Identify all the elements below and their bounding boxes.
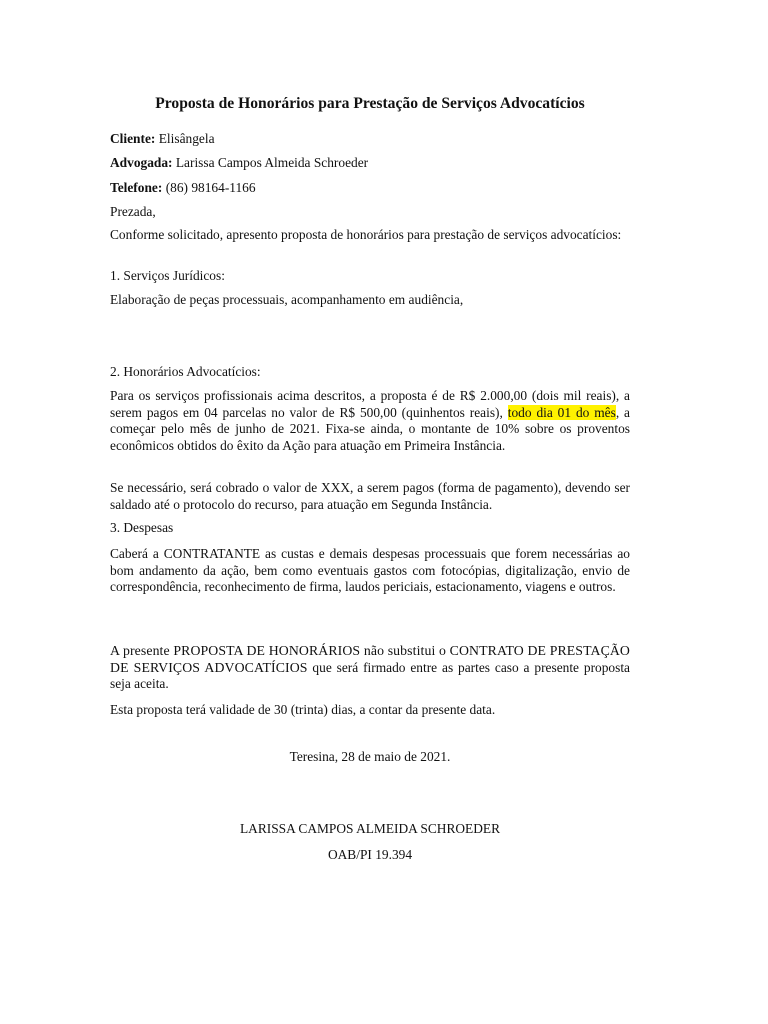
section1-heading: 1. Serviços Jurídicos: [110, 268, 225, 283]
place-date: Teresina, 28 de maio de 2021. [289, 749, 451, 764]
signature-oab: OAB/PI 19.394 [327, 847, 413, 862]
client-field [110, 131, 630, 148]
phone-value: (86) 98164-1166 [165, 180, 256, 195]
client-value: Elisângela [158, 131, 215, 146]
payment-day-highlight: todo dia 01 do mês [507, 404, 616, 420]
signature-name: LARISSA CAMPOS ALMEIDA SCHROEDER [239, 821, 501, 836]
fees-text-before: Para os serviços profissionais acima descritos, a proposta é de R$ 2.000,00 (dois mil reais), a serem pagos em 04 parcelas no valor de R$ 500,00 (quinhentos reais), [110, 388, 630, 420]
contract-text-caps: A presente PROPOSTA DE HONORÁRIOS não substitui o CONTRATO DE PRESTAÇÃO DE SERVIÇOS ADVOCATÍCIOS [110, 643, 630, 675]
contract-text-rest: que será firmado entre as partes caso a presente proposta seja aceita. [110, 659, 630, 692]
document-title: Proposta de Honorários para Prestação de Serviços Advocatícios [155, 95, 585, 112]
client-label: Cliente: [110, 131, 156, 146]
lawyer-field [110, 155, 630, 172]
section1-text: Elaboração de peças processuais, acompanhamento em audiência, [110, 292, 464, 307]
expenses-paragraph: Caberá a CONTRATANTE as custas e demais despesas processuais que forem necessárias ao bom andamento da ação, bem como eventuais gastos com fotocópias, digitalização, envio de correspondência, reconhecimento de firma, laudos periciais, estacionamento, viagens e outros. [110, 546, 630, 595]
section3-heading: 3. Despesas [110, 520, 174, 535]
fees-text-after: , a começar pelo mês de junho de 2021. Fixa-se ainda, o montante de 10% sobre os proventos econômicos obtidos do êxito da Ação para atuação em Primeira Instância. [110, 404, 630, 453]
phone-label: Telefone: [110, 180, 163, 195]
greeting: Prezada, [110, 204, 156, 219]
phone-field [110, 180, 630, 197]
document-page [110, 0, 630, 1024]
second-instance-paragraph: Se necessário, será cobrado o valor de XXX, a serem pagos (forma de pagamento), devendo ser saldado até o protocolo do recurso, para atuação em Segunda Instância. [110, 480, 630, 512]
section2-heading: 2. Honorários Advocatícios: [110, 364, 261, 379]
validity-text: Esta proposta terá validade de 30 (trinta) dias, a contar da presente data. [110, 702, 496, 717]
fees-paragraph [110, 388, 630, 454]
lawyer-value: Larissa Campos Almeida Schroeder [175, 155, 369, 170]
contract-paragraph [110, 643, 630, 693]
intro-paragraph: Conforme solicitado, apresento proposta de honorários para prestação de serviços advocatícios: [110, 227, 622, 242]
lawyer-label: Advogada: [110, 155, 173, 170]
